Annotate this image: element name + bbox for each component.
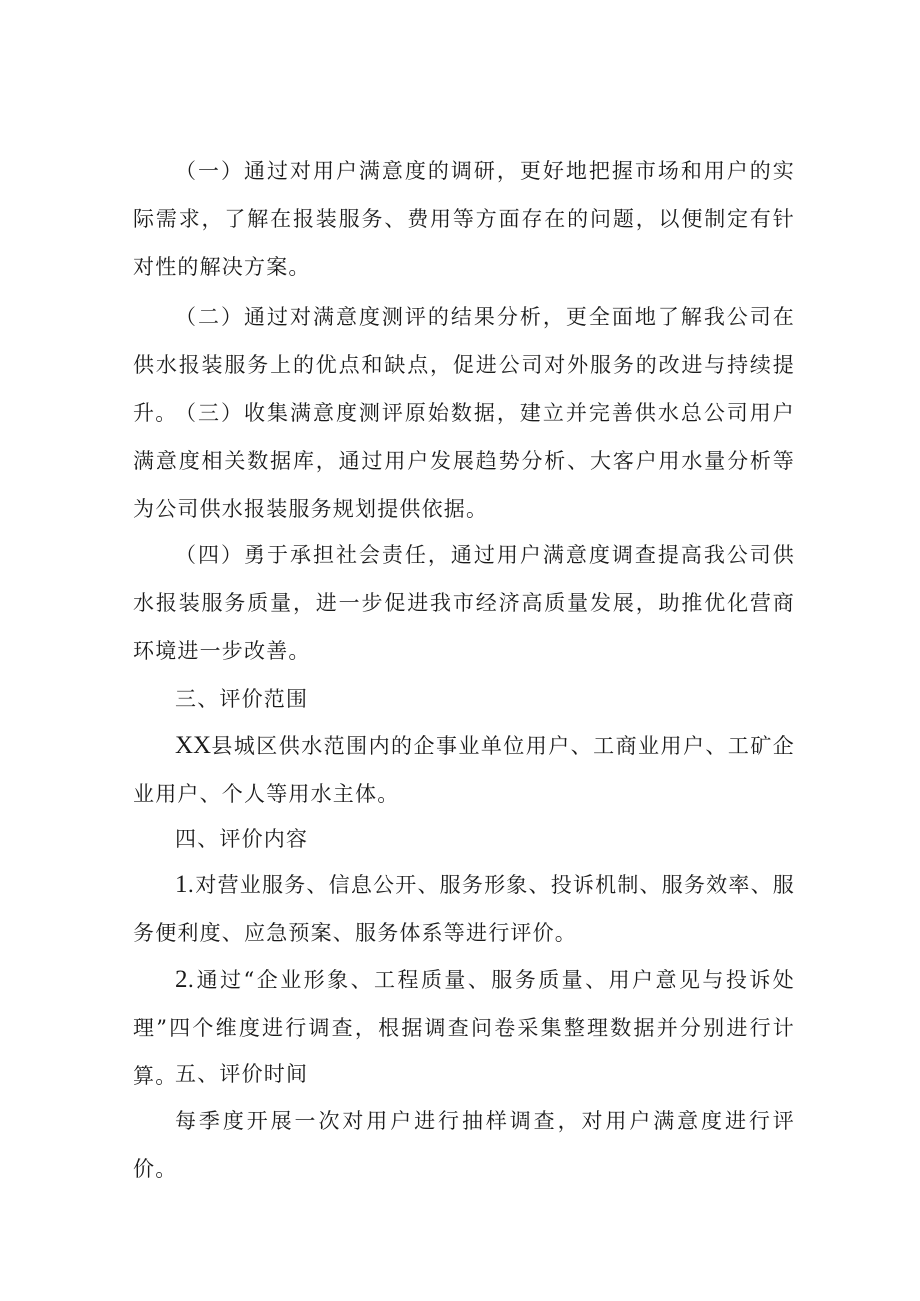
item-2-number: 2 <box>175 966 188 993</box>
item-2-text: .通过“企业形象、工程质量、服务质量、用户意见与投诉处理”四个维度进行调查，根据调查问卷采集整理数据并分别进行计算。 <box>133 968 795 1088</box>
item-1-text: .对营业服务、信息公开、服务形象、投诉机制、服务效率、服务便利度、应急预案、服务体系等进行评价。 <box>133 873 795 945</box>
paragraph-objective-1: （一）通过对用户满意度的调研，更好地把握市场和用户的实际需求，了解在报装服务、费用等方面存在的问题，以便制定有针对性的解决方案。 <box>133 159 795 279</box>
section-heading-content: 四、评价内容 <box>175 827 309 851</box>
paragraph-scope <box>133 722 795 818</box>
paragraph-objective-3: （三）收集满意度测评原始数据，建立并完善供水总公司用户满意度相关数据库，通过用户发展趋势分析、大客户用水量分析等为公司供水报装服务规划提供依据。 <box>133 401 795 521</box>
item-1-number: 1 <box>175 871 188 898</box>
paragraph-content-item-1 <box>133 861 795 957</box>
scope-body: 县城区供水范围内的企事业单位用户、工商业用户、工矿企业用户、个人等用水主体。 <box>133 734 795 806</box>
section-heading-scope: 三、评价范围 <box>175 687 309 711</box>
section-heading-time: 五、评价时间 <box>175 1062 309 1086</box>
paragraph-objective-2: （二）通过对满意度测评的结果分析，更全面地了解我公司在供水报装服务上的优点和缺点，促进公司对外服务的改进与持续提升。 <box>133 305 795 425</box>
scope-lead: XX <box>175 732 212 759</box>
paragraph-objective-4: （四）勇于承担社会责任，通过用户满意度调查提高我公司供水报装服务质量，进一步促进我市经济高质量发展，助推优化营商环境进一步改善。 <box>133 543 795 663</box>
paragraph-time: 每季度开展一次对用户进行抽样调查，对用户满意度进行评价。 <box>133 1109 795 1181</box>
